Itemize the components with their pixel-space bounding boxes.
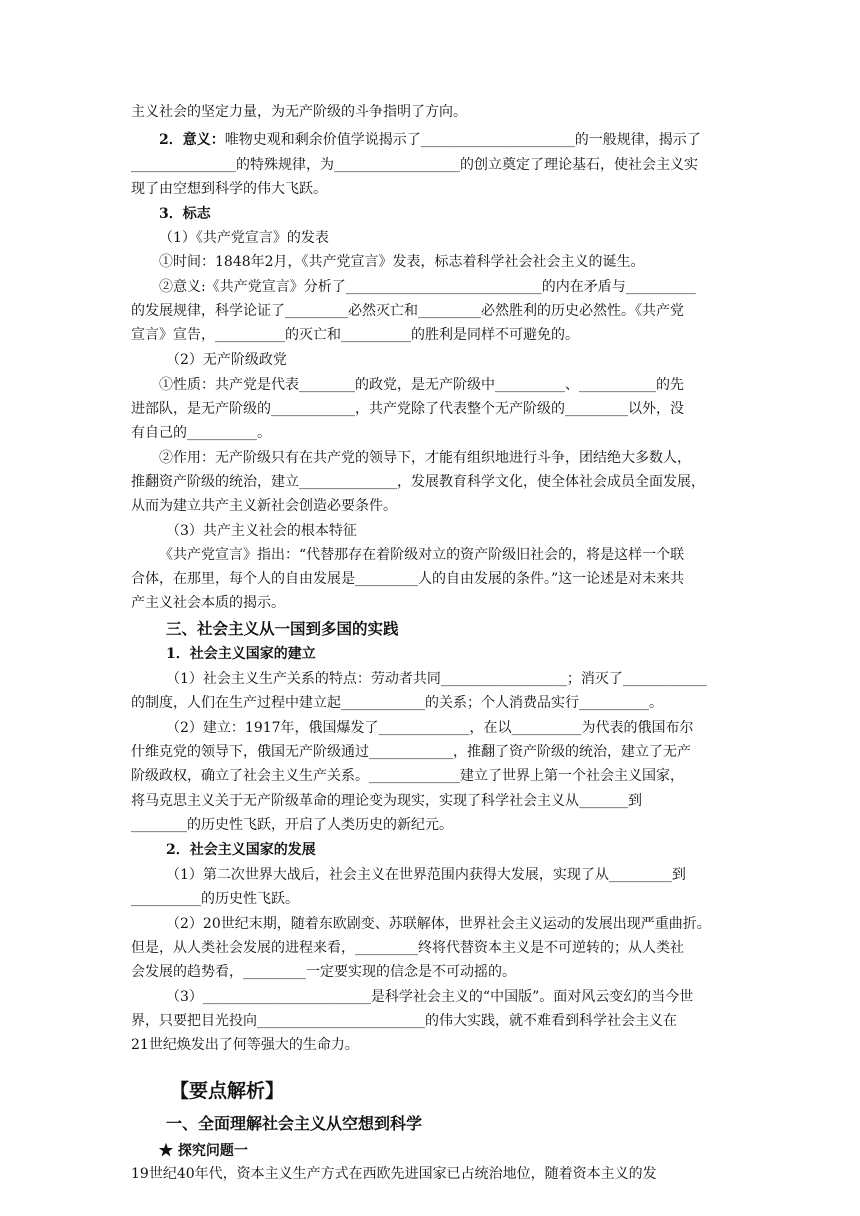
text-line: __________的历史性飞跃。 bbox=[131, 891, 299, 907]
section-heading: 一、全面理解社会主义从空想到科学 bbox=[166, 1115, 423, 1133]
text-line: ②作用：无产阶级只有在共产党的领导下，才能有组织地进行斗争，团结绝大多数人， bbox=[159, 450, 691, 466]
section-heading: 三、社会主义从一国到多国的实践 bbox=[166, 620, 399, 638]
subsection-heading: 1．社会主义国家的建立 bbox=[166, 646, 316, 662]
subsection-heading: 2．社会主义国家的发展 bbox=[166, 842, 316, 858]
text-line: 将马克思主义关于无产阶级革命的理论变为现实，实现了科学社会主义从_______到 bbox=[131, 793, 642, 809]
text-line: 进部队，是无产阶级的____________，共产党除了代表整个无产阶级的_________以外，没 bbox=[131, 401, 684, 417]
text-line: （3）________________________是科学社会主义的“中国版”。面对风云变幻的当今世 bbox=[166, 989, 694, 1005]
text-line: 有自己的__________。 bbox=[131, 425, 271, 441]
text-line: ________的历史性飞跃，开启了人类历史的新纪元。 bbox=[131, 817, 453, 833]
text-line: ①时间：1848年2月，《共产党宣言》发表，标志着科学社会社会主义的诞生。 bbox=[159, 254, 645, 270]
text-line: （2）无产阶级政党 bbox=[166, 352, 287, 368]
text-line: 19世纪40年代，资本主义生产方式在西欧先进国家已占统治地位，随着资本主义的发 bbox=[131, 1166, 657, 1182]
text-line: 宣言》宣告，__________的灭亡和__________的胜利是同样不可避免的。 bbox=[131, 327, 579, 343]
text-line: 界，只要把目光投向________________________的伟大实践，就不难看到科学社会主义在 bbox=[131, 1013, 677, 1029]
item-label: 2．意义： bbox=[159, 132, 225, 148]
text-line: 现了由空想到科学的伟大飞跃。 bbox=[131, 181, 327, 197]
text-line: 合体，在那里，每个人的自由发展是_________人的自由发展的条件。”这一论述是对未来共 bbox=[131, 571, 685, 587]
text-line: 21世纪焕发出了何等强大的生命力。 bbox=[131, 1037, 359, 1053]
text-line: （2）建立：1917年，俄国爆发了_____________，在以__________为代表的俄国布尔 bbox=[166, 720, 694, 736]
text-line: ②意义:《共产党宣言》分析了____________________________的内在矛盾与__________ bbox=[159, 279, 696, 295]
text-line: （2）20世纪末期，随着东欧剧变、苏联解体，世界社会主义运动的发展出现严重曲折。 bbox=[166, 916, 711, 932]
item-text: 唯物史观和剩余价值学说揭示了______________________的一般规律，揭示了 bbox=[224, 132, 701, 148]
text-line: 从而为建立共产主义新社会创造必要条件。 bbox=[131, 498, 397, 514]
inquiry-heading: ★ 探究问题一 bbox=[159, 1143, 248, 1159]
text-line: ①性质：共产党是代表________的政党，是无产阶级中__________、___________的先 bbox=[159, 377, 684, 393]
text-line: 的制度，人们在生产过程中建立起____________的关系；个人消费品实行__________。 bbox=[131, 695, 663, 711]
section-heading: 3．标志 bbox=[159, 206, 211, 222]
text-line: （3）共产主义社会的根本特征 bbox=[166, 523, 357, 539]
key-points-heading: 【要点解析】 bbox=[170, 1080, 285, 1102]
text-line bbox=[159, 131, 731, 149]
text-line: （1）《共产党宣言》的发表 bbox=[159, 230, 329, 246]
text-line: _______________的特殊规律，为__________________的创立奠定了理论基石，使社会主义实 bbox=[131, 157, 698, 173]
text-line: （1）社会主义生产关系的特点：劳动者共同__________________；消灭了____________ bbox=[166, 671, 707, 687]
text-line: 会发展的趋势看，_________一定要实现的信念是不可动摇的。 bbox=[131, 964, 516, 980]
text-line: 阶级政权，确立了社会主义生产关系。_____________建立了世界上第一个社会主义国家， bbox=[131, 768, 684, 784]
text-line: 什维克党的领导下，俄国无产阶级通过____________，推翻了资产阶级的统治，建立了无产 bbox=[131, 744, 691, 760]
text-line: 产主义社会本质的揭示。 bbox=[131, 595, 285, 611]
text-line: 的发展规律，科学论证了_________必然灭亡和_________必然胜利的历史必然性。《共产党 bbox=[131, 303, 684, 319]
text-line: 主义社会的坚定力量，为无产阶级的斗争指明了方向。 bbox=[131, 104, 467, 120]
text-line: （1）第二次世界大战后，社会主义在世界范围内获得大发展，实现了从_________到 bbox=[166, 867, 686, 883]
text-line: 《共产党宣言》指出：“代替那存在着阶级对立的资产阶级旧社会的，将是这样一个联 bbox=[159, 547, 685, 563]
text-line: 但是，从人类社会发展的进程来看，_________终将代替资本主义是不可逆转的；从人类社 bbox=[131, 940, 684, 956]
text-line: 推翻资产阶级的统治，建立______________，发展教育科学文化，使全体社会成员全面发展， bbox=[131, 474, 705, 490]
